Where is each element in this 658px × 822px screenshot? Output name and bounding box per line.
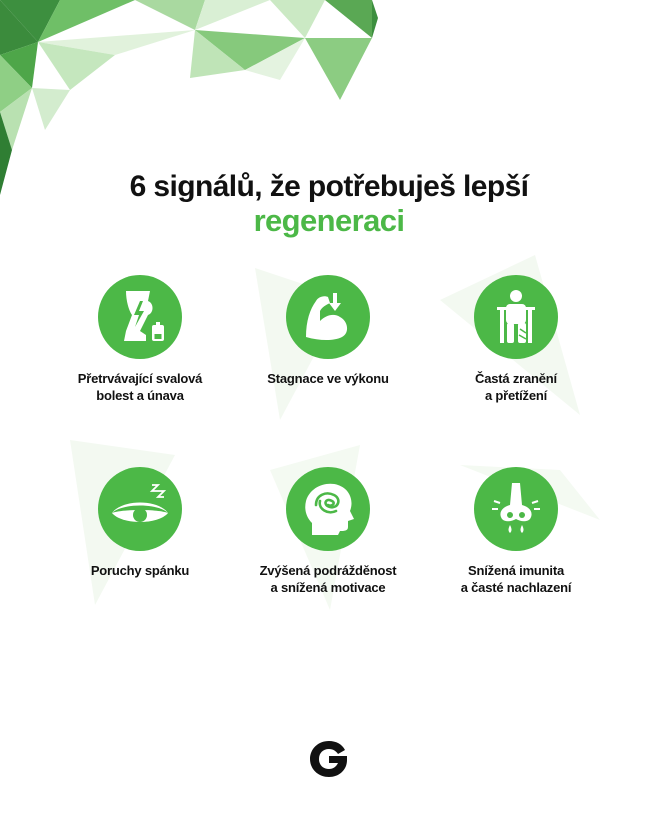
signal-label-line: Poruchy spánku <box>90 563 190 578</box>
leg-battery-icon <box>110 287 170 347</box>
signal-circle <box>474 275 558 359</box>
sleepy-eye-icon <box>108 479 172 539</box>
signal-label-line: a časté nachlazení <box>460 580 572 595</box>
signal-label <box>40 562 240 579</box>
signal-circle <box>98 467 182 551</box>
signal-label-line: Zvýšená podrážděnost <box>259 563 397 578</box>
headline-line-1: 6 signálů, že potřebuješ lepší <box>129 170 529 203</box>
signal-label <box>228 370 428 387</box>
g-logo-icon <box>307 738 351 780</box>
signal-label-line: Přetrvávající svalová <box>77 371 203 386</box>
signal-label-line: a přetížení <box>484 388 548 403</box>
signal-label-line: bolest a únava <box>96 388 184 403</box>
signal-injuries <box>416 275 616 404</box>
person-crutch-icon <box>486 287 546 347</box>
signal-circle <box>474 467 558 551</box>
signal-circle <box>286 467 370 551</box>
signal-label <box>416 562 616 596</box>
signal-label <box>416 370 616 404</box>
signal-label-line: Snížená imunita <box>468 563 564 578</box>
signal-immunity <box>416 467 616 596</box>
signal-circle <box>98 275 182 359</box>
signal-label <box>40 370 240 404</box>
signal-label-line: Stagnace ve výkonu <box>267 371 389 386</box>
signal-stagnation <box>228 275 428 387</box>
headline-line-2: regeneraci <box>253 203 405 238</box>
signal-circle <box>286 275 370 359</box>
signal-sleep-problems <box>40 467 240 579</box>
runny-nose-icon <box>486 479 546 539</box>
signal-irritability <box>228 467 428 596</box>
head-tangle-icon <box>298 479 358 539</box>
signal-muscle-pain <box>40 275 240 404</box>
signal-label-line: Častá zranění <box>475 371 557 386</box>
signal-label <box>228 562 428 596</box>
flexed-arm-down-arrow-icon <box>298 287 358 347</box>
signal-label-line: a snížená motivace <box>270 580 386 595</box>
